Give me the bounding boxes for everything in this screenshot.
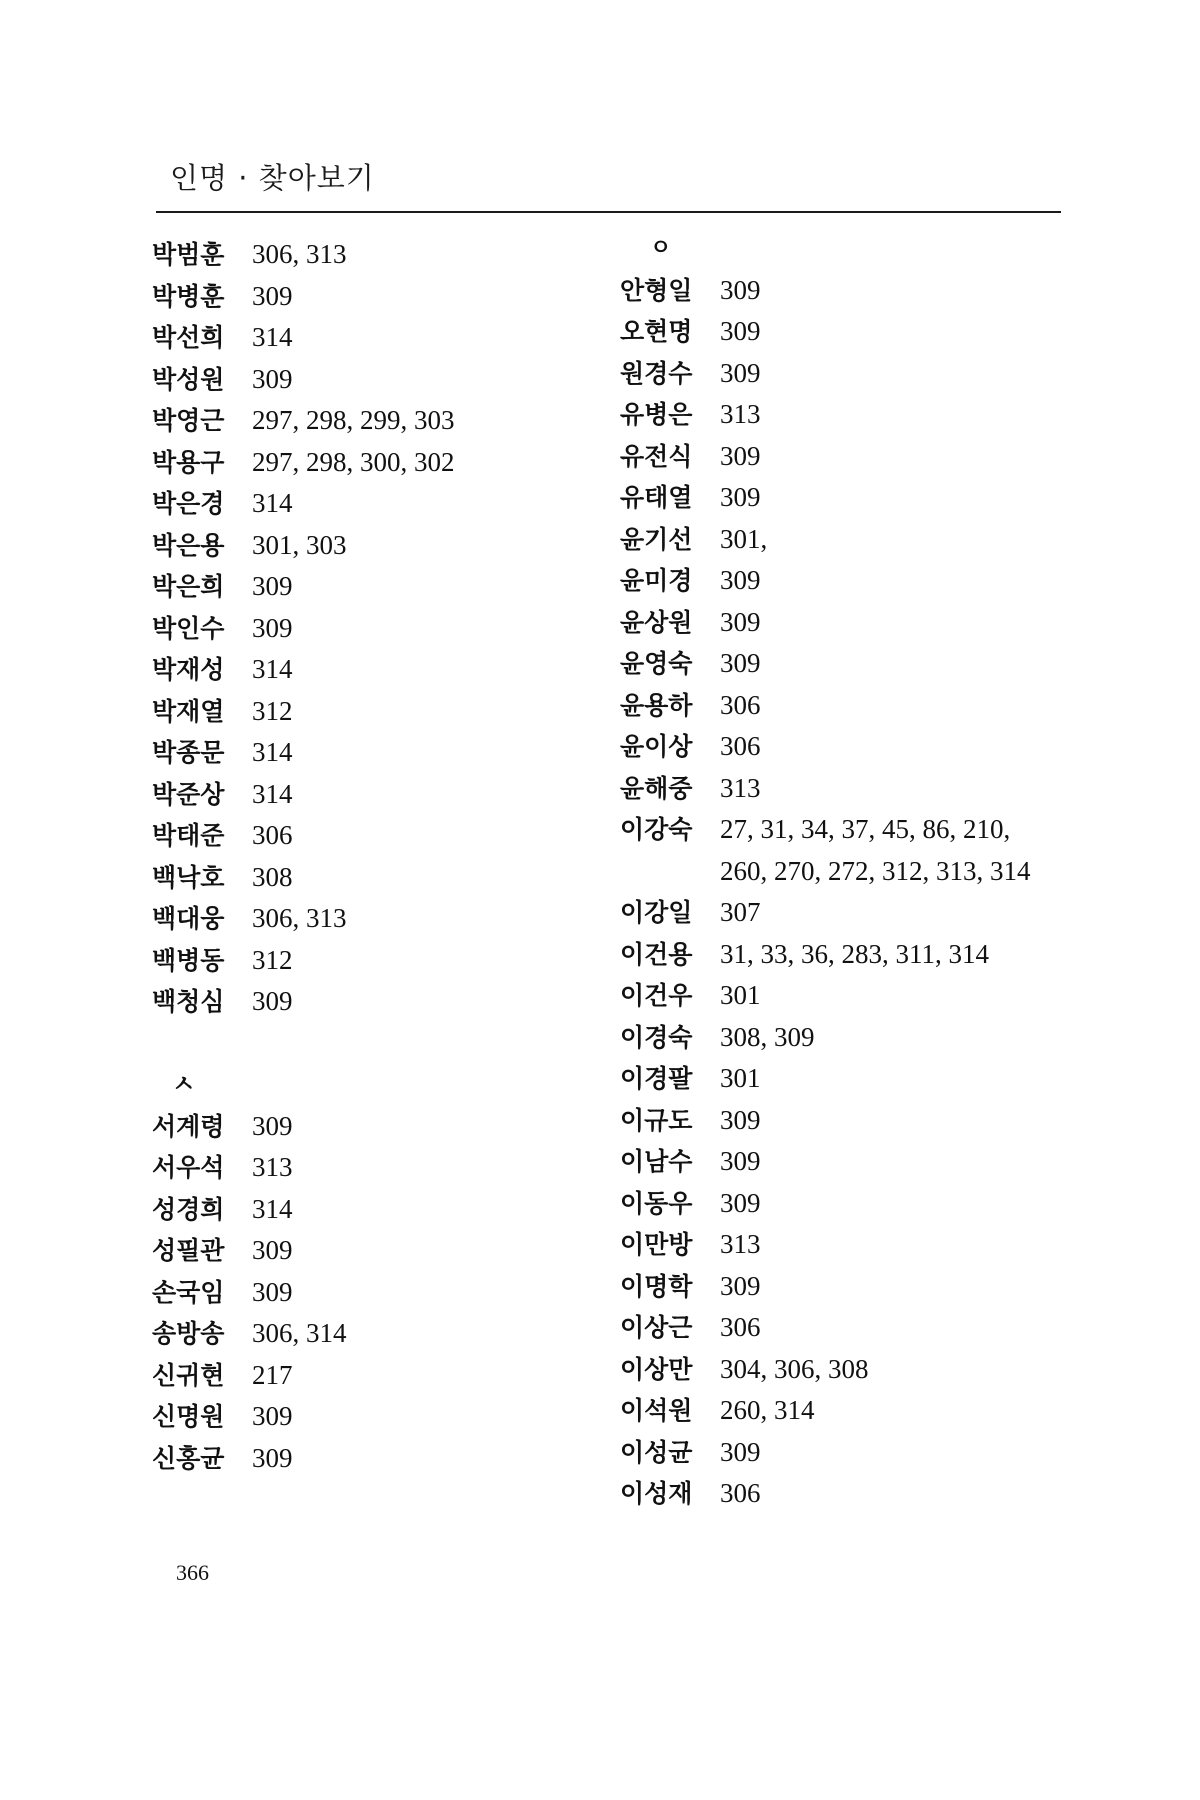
entry-name: 유전식 [620, 441, 693, 471]
entry-name: 이강일 [620, 898, 693, 927]
index-entry [152, 732, 622, 774]
index-entry [152, 1147, 622, 1189]
index-entry [152, 1313, 622, 1355]
index-list-o [620, 270, 1090, 1515]
entry-name: 이상근 [620, 1313, 693, 1342]
entry-name: 이규도 [620, 1105, 693, 1135]
index-entry [620, 1058, 1090, 1100]
entry-pages: 306 [720, 689, 761, 720]
index-entry [620, 436, 1090, 478]
entry-name: 유병은 [620, 400, 693, 429]
index-entry [152, 774, 622, 816]
entry-pages: 297, 298, 300, 302 [252, 446, 455, 477]
entry-name: 이성재 [620, 1479, 693, 1508]
entry-pages: 313 [720, 1229, 761, 1259]
page-header-title: 인명 · 찾아보기 [170, 161, 375, 195]
entry-pages: 309 [252, 571, 293, 601]
index-entry [152, 400, 622, 442]
index-entry [152, 1272, 622, 1314]
index-entry [620, 1390, 1090, 1432]
index-entry [152, 234, 622, 276]
index-entry [620, 394, 1090, 436]
index-entry [620, 975, 1090, 1017]
entry-name: 박성원 [152, 364, 225, 394]
entry-pages: 308 [252, 861, 293, 892]
index-entry [152, 359, 622, 401]
entry-name: 송방송 [152, 1319, 225, 1348]
entry-name: 박재성 [152, 655, 225, 684]
entry-pages: 309 [252, 1442, 293, 1473]
index-entry [152, 317, 622, 359]
entry-pages: 306, 313 [252, 239, 347, 269]
index-entry [620, 1141, 1090, 1183]
entry-name: 윤기선 [620, 524, 693, 554]
index-entry [152, 1396, 622, 1438]
section-heading-o: ㅇ [650, 236, 672, 261]
entry-pages: 309 [252, 986, 293, 1016]
entry-name: 윤해중 [620, 773, 693, 803]
entry-pages: 309 [252, 1110, 293, 1141]
entry-name: 박태준 [152, 821, 225, 850]
entry-pages: 312 [252, 944, 293, 975]
entry-name: 이만방 [620, 1230, 693, 1259]
index-entry [620, 1183, 1090, 1225]
entry-name: 이건용 [620, 939, 693, 969]
entry-pages: 301 [720, 1063, 761, 1093]
index-entry [620, 809, 1090, 851]
entry-pages: 314 [252, 1193, 293, 1224]
index-entry [620, 560, 1090, 602]
entry-name: 박영근 [152, 406, 225, 435]
entry-pages: 314 [252, 778, 293, 809]
header-rule [156, 211, 1061, 213]
entry-name: 윤이상 [620, 732, 693, 761]
entry-name: 손국임 [152, 1277, 225, 1307]
index-entry [620, 1307, 1090, 1349]
index-entry [620, 934, 1090, 976]
index-entry [620, 726, 1090, 768]
entry-pages: 309 [252, 280, 293, 311]
entry-name: 이남수 [620, 1147, 693, 1176]
entry-name: 이경숙 [620, 1022, 693, 1052]
entry-pages: 309 [720, 1270, 761, 1301]
index-entry [620, 353, 1090, 395]
entry-name: 이명학 [620, 1271, 693, 1301]
entry-pages: 306 [720, 1312, 761, 1342]
entry-pages: 313 [252, 1152, 293, 1182]
entry-pages: 314 [252, 737, 293, 767]
index-entry [152, 649, 622, 691]
entry-pages: 312 [252, 695, 293, 726]
index-column-right [620, 228, 1090, 1515]
index-list-b [152, 234, 622, 1023]
index-entry [620, 477, 1090, 519]
entry-name: 신명원 [152, 1402, 225, 1431]
index-entry [620, 602, 1090, 644]
entry-pages: 314 [252, 322, 293, 352]
index-entry [620, 1266, 1090, 1308]
entry-name: 이동우 [620, 1188, 693, 1218]
entry-name: 박병훈 [152, 281, 225, 311]
entry-name: 이건우 [620, 981, 693, 1010]
entry-pages: 304, 306, 308 [720, 1353, 869, 1384]
entry-pages: 313 [720, 399, 761, 429]
entry-name: 신홍균 [152, 1443, 225, 1473]
index-entry [620, 892, 1090, 934]
entry-pages: 306, 313 [252, 903, 347, 933]
entry-name: 유태열 [620, 483, 693, 512]
entry-name: 윤용하 [620, 690, 693, 720]
index-entry [152, 981, 622, 1023]
entry-name: 이강숙 [620, 815, 693, 844]
entry-pages: 313 [720, 772, 761, 803]
entry-pages: 306 [720, 1478, 761, 1508]
index-entry [620, 1017, 1090, 1059]
entry-pages: 309 [252, 1401, 293, 1431]
section-heading-s: ㅅ [172, 1070, 196, 1098]
entry-pages: 309 [252, 612, 293, 643]
entry-pages: 309 [720, 274, 761, 305]
section-spacer [152, 1023, 622, 1065]
entry-name: 백대웅 [152, 904, 225, 933]
entry-pages: 31, 33, 36, 283, 311, 314 [720, 938, 989, 969]
index-entry [152, 483, 622, 525]
index-entry [152, 1355, 622, 1397]
index-entry [152, 940, 622, 982]
index-entry [152, 566, 622, 608]
entry-name: 이석원 [620, 1396, 693, 1425]
entry-name: 박은희 [152, 572, 225, 601]
entry-pages: 309 [720, 565, 761, 595]
entry-name: 성필관 [152, 1236, 225, 1265]
index-entry [152, 857, 622, 899]
entry-pages: 217 [252, 1359, 293, 1390]
entry-pages: 308, 309 [720, 1021, 815, 1052]
entry-name: 안형일 [620, 275, 693, 305]
entry-pages: 309 [720, 1104, 761, 1135]
entry-pages: 297, 298, 299, 303 [252, 405, 455, 435]
index-entry [620, 1432, 1090, 1474]
page-number: 366 [176, 1560, 209, 1585]
index-entry [620, 519, 1090, 561]
index-entry [152, 1438, 622, 1480]
index-entry [152, 525, 622, 567]
entry-name: 원경수 [620, 358, 693, 388]
entry-pages: 309 [720, 316, 761, 346]
entry-name: 백병동 [152, 945, 225, 975]
entry-name: 박은경 [152, 489, 225, 518]
entry-pages: 260, 270, 272, 312, 313, 314 [720, 855, 1031, 886]
index-entry [152, 815, 622, 857]
entry-pages: 314 [252, 654, 293, 684]
index-entry [620, 1224, 1090, 1266]
index-entry [620, 851, 1090, 893]
entry-name: 백낙호 [152, 862, 225, 892]
entry-pages: 307 [720, 897, 761, 927]
index-entry [620, 1100, 1090, 1142]
entry-name: 윤상원 [620, 607, 693, 637]
entry-name: 박은용 [152, 530, 225, 560]
entry-pages: 309 [720, 648, 761, 678]
entry-pages: 309 [252, 1235, 293, 1265]
entry-name: 윤영숙 [620, 649, 693, 678]
index-entry [152, 1189, 622, 1231]
entry-pages: 309 [720, 1187, 761, 1218]
entry-name: 박재열 [152, 696, 225, 726]
entry-pages: 314 [252, 488, 293, 518]
entry-pages: 309 [720, 1436, 761, 1467]
entry-pages: 309 [720, 440, 761, 471]
index-column-left [152, 234, 622, 1479]
index-entry [152, 608, 622, 650]
index-entry [620, 270, 1090, 312]
entry-pages: 260, 314 [720, 1395, 815, 1425]
entry-name: 박준상 [152, 779, 225, 809]
index-entry [152, 276, 622, 318]
index-entry [620, 768, 1090, 810]
entry-name: 서우석 [152, 1153, 225, 1182]
entry-name: 박선희 [152, 323, 225, 352]
entry-pages: 309 [252, 1276, 293, 1307]
entry-pages: 301 [720, 980, 761, 1010]
entry-name: 박인수 [152, 613, 225, 643]
entry-pages: 309 [252, 363, 293, 394]
index-entry [620, 1473, 1090, 1515]
entry-name: 박종문 [152, 738, 225, 767]
entry-name: 성경희 [152, 1194, 225, 1224]
index-entry [620, 685, 1090, 727]
entry-pages: 306, 314 [252, 1318, 347, 1348]
entry-pages: 309 [720, 1146, 761, 1176]
entry-name: 박용구 [152, 447, 225, 477]
entry-pages: 309 [720, 357, 761, 388]
entry-name: 백청심 [152, 987, 225, 1016]
index-entry [152, 691, 622, 733]
entry-pages: 27, 31, 34, 37, 45, 86, 210, [720, 814, 1011, 844]
index-entry [620, 643, 1090, 685]
index-entry [152, 442, 622, 484]
entry-pages: 309 [720, 606, 761, 637]
entry-name: 이상만 [620, 1354, 693, 1384]
entry-name: 이경팔 [620, 1064, 693, 1093]
index-entry [152, 1230, 622, 1272]
entry-name: 신귀현 [152, 1360, 225, 1390]
index-entry [620, 311, 1090, 353]
entry-pages: 301, 303 [252, 529, 347, 560]
entry-name: 박범훈 [152, 240, 225, 269]
entry-pages: 309 [720, 482, 761, 512]
index-list-s [152, 1106, 622, 1480]
index-entry [620, 1349, 1090, 1391]
entry-pages: 306 [720, 731, 761, 761]
entry-name: 서계령 [152, 1111, 225, 1141]
entry-pages: 301, [720, 523, 768, 554]
entry-name: 오현명 [620, 317, 693, 346]
index-entry [152, 898, 622, 940]
index-entry [152, 1106, 622, 1148]
entry-name: 윤미경 [620, 566, 693, 595]
entry-name: 이성균 [620, 1437, 693, 1467]
entry-pages: 306 [252, 820, 293, 850]
